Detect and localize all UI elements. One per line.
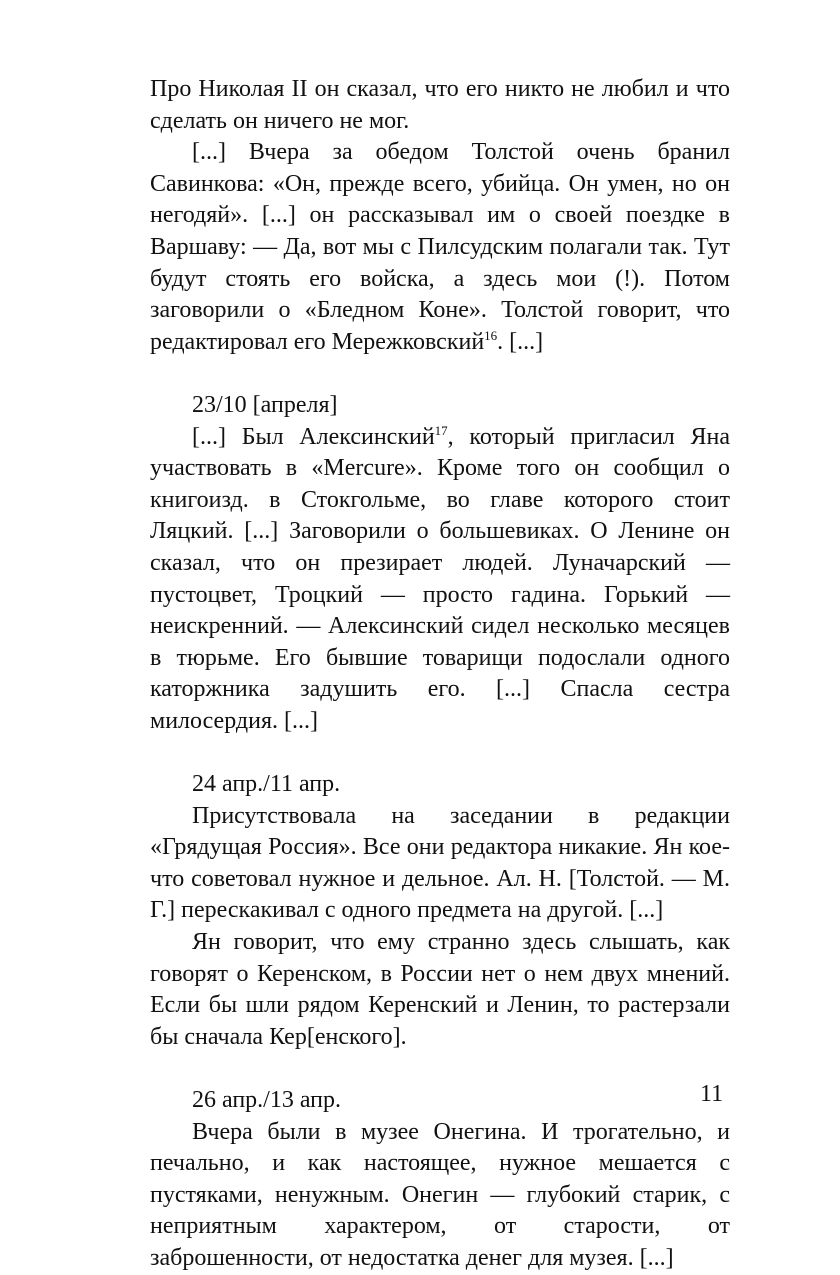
paragraph-nicholas [150,74,730,137]
section-spacer [150,358,730,390]
page-text [150,74,730,1275]
section-spacer [150,1053,730,1085]
page-number: 11 [700,1081,724,1107]
paragraph-text: Про Николая II он сказал, что его никто не любил и что сделать он ничего не мог. [150,76,730,134]
diary-date-heading: 26 апр./13 апр. [192,1087,342,1113]
paragraph-text-end: , который пригласил Яна участвовать в «Mercure». Кроме того он сообщил о книгоизд. в Стокгольме, во главе которого стоит Ляцкий. [...] Заговорили о большевиках. О Ленине он сказал, что он презирает людей. Луначарский — пустоцвет, Троцкий — просто гадина. Горький — неискренний. — Алексинский сидел несколько месяцев в тюрьме. Его бывшие товарищи подослали одного каторжника задушить его. [...] Спасла сестра милосердия. [...] [150,423,731,734]
paragraph-editorial-meeting [150,801,730,927]
paragraph-text: Присутствовала на заседании в редакции «Грядущая Россия». Все они редактора никакие. Ян кое-что советовал нужное и дельное. Ал. Н. [Толстой. — М. Г.] перескакивал с одного предмета на другой. [...] [150,802,730,924]
paragraph-text: Вчера были в музее Онегина. И трогательно, и печально, и как настоящее, нужное мешается с пустяками, ненужным. Онегин — глубокий старик, с неприятным характером, от старости, от заброшенности, от недостатка денег для музея. [...] [150,1118,730,1271]
paragraph-kerensky [150,927,730,1053]
section-spacer [150,737,730,769]
diary-date-heading: 24 апр./11 апр. [192,771,341,798]
paragraph-aleksinsky [150,422,730,738]
footnote-marker-16: 16 [484,327,498,343]
paragraph-text-end: . [...] [497,328,544,355]
diary-date-heading: 23/10 [апреля] [192,391,338,418]
paragraph-onegin-museum [150,1117,730,1275]
paragraph-tolstoy-savinkov [150,137,730,358]
paragraph-text: Ян говорит, что ему странно здесь слышать, как говорят о Керенском, в России нет о нем двух мнений. Если бы шли рядом Керенский и Ленин, то растерзали бы сначала Кер[енского]. [150,929,730,1050]
paragraph-text: [...] Был Алексинский [192,423,435,450]
paragraph-text: [...] Вчера за обедом Толстой очень бранил Савинкова: «Он, прежде всего, убийца. Он умен, но он негодяй». [...] он рассказывал им о своей поездке в Варшаву: — Да, вот мы с Пилсудским полагали так. Тут будут стоять его войска, а здесь мои (!). Потом заговорили о «Бледном Коне». Толстой говорит, что редактировал его Мережковский [150,139,730,355]
footnote-marker-17: 17 [434,422,448,438]
